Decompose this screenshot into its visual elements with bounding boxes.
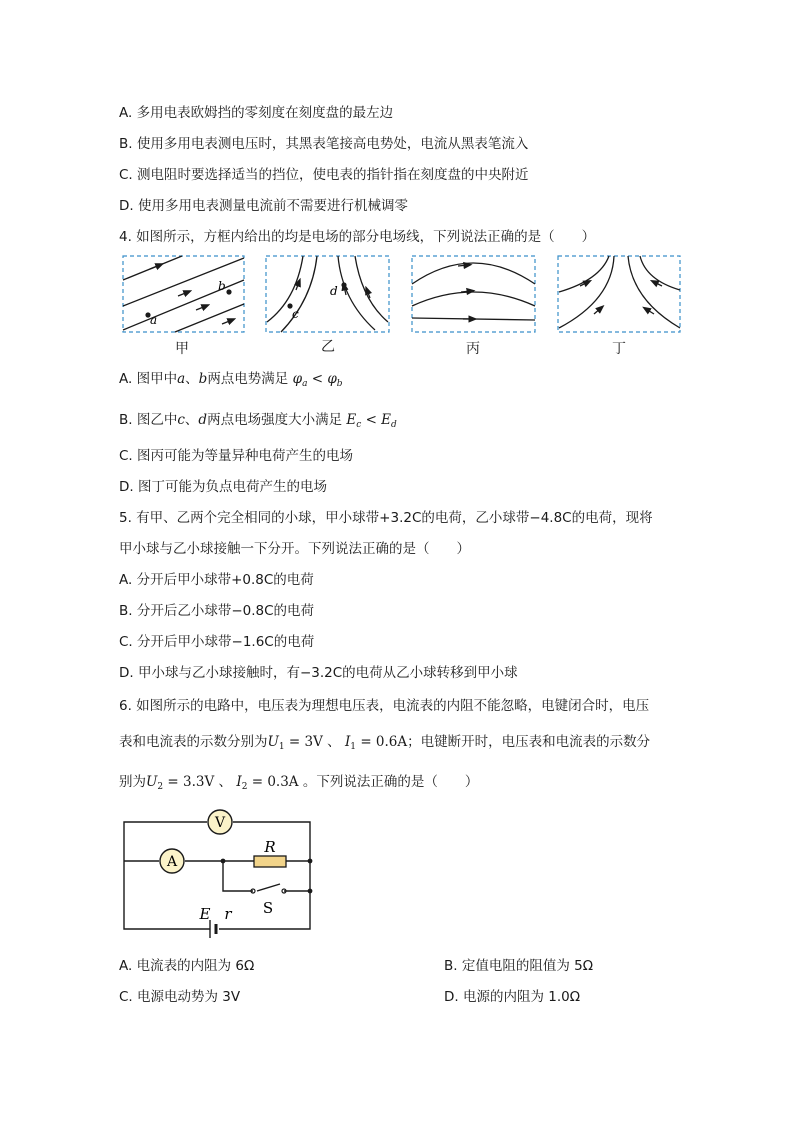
fig-label-yi: 乙: [321, 339, 335, 355]
q5-option-a: A. 分开后甲小球带+0.8C的电荷: [119, 572, 314, 588]
q6-option-c: C. 电源电动势为 3V: [119, 989, 241, 1005]
fig-label-jia: 甲: [175, 341, 189, 357]
q4-option-b: B. 图乙中c、d两点电场强度大小满足 $E_c < E_d$: [119, 412, 397, 430]
field-inequality: $E_c < E_d$: [346, 412, 397, 430]
q6-stem-line3: 别为$U_2 = 3.3V$ 、 $I_2 = 0.3A$ 。下列说法正确的是（ ）: [119, 774, 479, 792]
svg-text:a: a: [150, 313, 158, 327]
svg-text:A: A: [166, 854, 178, 870]
figure-jia: [123, 256, 244, 332]
q3-option-a: A. 多用电表欧姆挡的零刻度在刻度盘的最左边: [119, 105, 394, 121]
resistor-r: [254, 838, 286, 867]
q6-option-a: A. 电流表的内阻为 6Ω: [119, 958, 255, 974]
fig-label-bing: 丙: [466, 341, 480, 357]
q4-option-c: C. 图丙可能为等量异种电荷产生的电场: [119, 448, 354, 464]
svg-text:d: d: [330, 284, 338, 298]
potential-inequality: $\varphi_a < \varphi_b$: [292, 371, 343, 389]
q4-option-d: D. 图丁可能为负点电荷产生的电场: [119, 479, 327, 495]
q6-option-b: B. 定值电阻的阻值为 5Ω: [444, 958, 594, 974]
q6-stem-line1: 6. 如图所示的电路中，电压表为理想电压表，电流表的内阻不能忽略，电键闭合时，电压: [119, 698, 650, 714]
point-b: [226, 289, 231, 294]
q4-option-a: A. 图甲中a、b两点电势满足 $\varphi_a < \varphi_b$: [119, 371, 343, 389]
q3-option-c: C. 测电阻时要选择适当的挡位，使电表的指针指在刻度盘的中央附近: [119, 167, 529, 183]
voltmeter: [208, 810, 232, 834]
svg-text:c: c: [292, 307, 299, 321]
q3-option-d: D. 使用多用电表测量电流前不需要进行机械调零: [119, 198, 408, 214]
figure-bing: [412, 256, 535, 332]
q6-option-d: D. 电源的内阻为 1.0Ω: [444, 989, 581, 1005]
ammeter: [160, 849, 184, 873]
q6-stem-line2: 表和电流表的示数分别为$U_1 = 3V$ 、 $I_1 = 0.6A$；电键断开时，电压表和电流表的示数分: [119, 734, 651, 752]
svg-text:b: b: [218, 279, 226, 293]
q5-stem-line2: 甲小球与乙小球接触一下分开。下列说法正确的是（ ）: [119, 541, 470, 557]
emf-label: E: [199, 905, 211, 923]
q5-option-b: B. 分开后乙小球带−0.8C的电荷: [119, 603, 315, 619]
switch-label: S: [262, 899, 274, 917]
q5-option-c: C. 分开后甲小球带−1.6C的电荷: [119, 634, 315, 650]
point-d: [341, 282, 346, 287]
figure-yi: [266, 256, 389, 332]
svg-text:R: R: [264, 838, 276, 856]
fig-label-ding: 丁: [612, 341, 626, 357]
internal-resistance-label: r: [224, 905, 232, 923]
q5-stem-line1: 5. 有甲、乙两个完全相同的小球，甲小球带+3.2C的电荷，乙小球带−4.8C的电荷，现将: [119, 510, 653, 526]
svg-text:V: V: [214, 815, 226, 831]
figure-ding: [558, 256, 680, 332]
q5-option-d: D. 甲小球与乙小球接触时，有−3.2C的电荷从乙小球转移到甲小球: [119, 665, 518, 681]
q4-stem: 4. 如图所示，方框内给出的均是电场的部分电场线，下列说法正确的是（ ）: [119, 229, 596, 245]
q3-option-b: B. 使用多用电表测电压时，其黑表笔接高电势处，电流从黑表笔流入: [119, 136, 529, 152]
q6-circuit-diagram: [115, 805, 325, 945]
